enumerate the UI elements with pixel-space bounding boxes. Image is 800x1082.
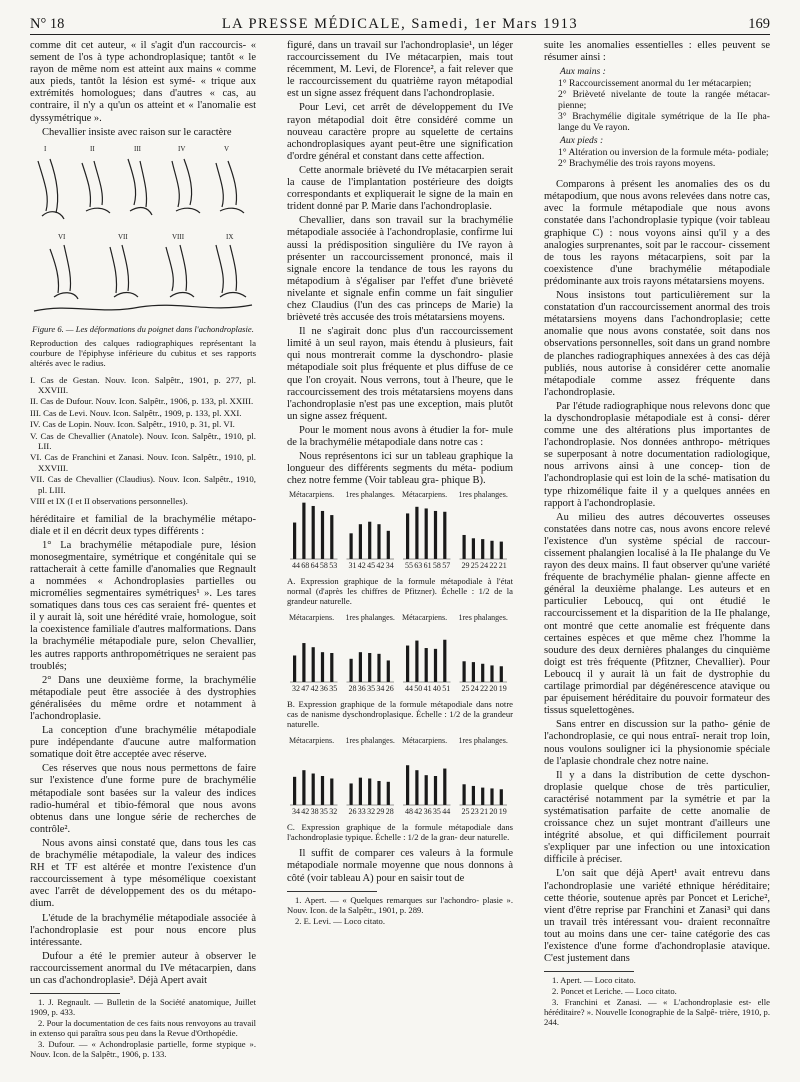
chart-value-label: 26 (348, 807, 357, 817)
chart-bar (330, 515, 333, 559)
chart-value-label: 32 (367, 807, 376, 817)
col1-paragraph: La conception d'une brachymélie métapodiale pure indépendante d'aucune autre malformation somatique doit être acceptée avec réserve. (30, 725, 256, 761)
chart-value-label: 42 (301, 807, 310, 817)
chart-value-label: 45 (367, 561, 376, 571)
ref-item: II. Cas de Dufour. Nouv. Icon. Salpêtr., 1906, p. 133, pl. XXIII. (30, 396, 254, 407)
chart-group-label: 1res phalanges. (345, 490, 395, 500)
chart-value-label: 44 (292, 561, 300, 571)
chart-bar (434, 649, 437, 682)
chart-value-label: 34 (376, 684, 385, 694)
footnote-rule (287, 891, 377, 892)
chart-bar (481, 539, 484, 559)
svg-text:VII: VII (118, 232, 128, 241)
chart-bar (377, 525, 380, 560)
chart-group-label: Métacarpiens. (402, 736, 448, 746)
col3-paragraph: Sans entrer en discussion sur la patho- génie de l'achondroplasie, ce qui nous entraî- nerait trop loin, nous voulons souligner ici la physionomie spéciale de l'aplasie chondrale chez notre naine. (544, 719, 770, 767)
chart-value-label: 42 (357, 561, 366, 571)
chart-bar (330, 779, 333, 806)
chart-bar (500, 667, 503, 683)
chart-bar (472, 539, 475, 560)
chart-value-label: 35 (367, 684, 376, 694)
chart-bar (443, 769, 446, 805)
col3-paragraph: Nous insistons tout particulièrement sur la constatation d'un raccourcissement anormal des trois métatarsiens moyens dans l'achondroplasie; cette anomalie que nous avons constatée, soit dans nos observations personnelles, soit dans un grand nombre de planches radiographiques annexées à des cas déjà publiés, nous autorise à considérer cette anomalie métapodiale comme assez fréquente dans l'achondroplasie. (544, 290, 770, 398)
chart-value-label: 25 (470, 561, 479, 571)
chart-group-label: Métacarpiens. (402, 613, 448, 623)
chart-value-label: 42 (310, 684, 319, 694)
chart-value-label: 22 (489, 561, 498, 571)
ref-item: VIII et IX (I et II observations personnelles). (30, 496, 188, 507)
ref-item: IV. Cas de Lopin. Nouv. Icon. Salpêtr., 1910, p. 31, pl. VI. (30, 419, 235, 430)
chart-bar (387, 661, 390, 683)
footnote: 2. Poncet et Leriche. — Loco citato. (552, 986, 677, 997)
chart-bar (472, 662, 475, 682)
chart-value-label: 26 (385, 684, 394, 694)
chart-value-label: 22 (480, 684, 489, 694)
chart-value-label: 24 (470, 684, 479, 694)
chart-bar (359, 525, 362, 560)
chart-bar (490, 541, 493, 559)
footnote: 2. E. Levi. — Loco citato. (295, 915, 385, 926)
chart-value-label: 29 (461, 561, 470, 571)
chart-bar (293, 523, 296, 559)
col1-intro-2: Chevallier insiste avec raison sur le caractère (42, 126, 232, 138)
chart-value-label: 50 (414, 684, 423, 694)
chart-value-label: 25 (461, 684, 470, 694)
chart-c (287, 735, 513, 821)
chart-bar (377, 654, 380, 682)
chart-value-label: 32 (292, 684, 300, 694)
chart-bar (368, 779, 371, 806)
chart-bar (377, 781, 380, 805)
chart-a (287, 489, 513, 575)
chart-bar (481, 788, 484, 805)
footnote: 1. J. Regnault. — Bulletin de la Société anatomique, Juillet 1909, p. 433. (30, 997, 256, 1018)
chart-value-label: 21 (480, 807, 489, 817)
chart-bar (312, 506, 315, 559)
chart-value-label: 35 (319, 807, 328, 817)
svg-text:V: V (224, 144, 230, 153)
footnote: 2. Pour la documentation de ces faits nous renvoyons au travail in extenso qui paraîtra sous peu dans la Revue d'Orthopédie. (30, 1018, 256, 1039)
chart-value-label: 19 (498, 807, 507, 817)
chart-bar (490, 789, 493, 806)
col2-paragraph: Il suffit de comparer ces valeurs à la formule métapodiale normale moyenne que nous donnons à côté (voir tableau A) pour en saisir tout de (287, 848, 513, 884)
chart-value-label: 19 (498, 684, 507, 694)
chart-value-label: 35 (329, 684, 338, 694)
col3-footnotes (544, 975, 770, 1027)
svg-text:IX: IX (226, 232, 234, 241)
chart-bar (406, 514, 409, 560)
chart-value-label: 58 (319, 561, 328, 571)
chart-value-label: 24 (480, 561, 489, 571)
chart-value-label: 28 (385, 807, 394, 817)
footnote: 3. Dufour. — « Achondroplasie partielle, forme stypique ». Nouv. Icon. de la Salpêtr., 1906, p. 133. (30, 1039, 256, 1060)
chart-bar (490, 666, 493, 683)
col2-paragraph: Nous représentons ici sur un tableau graphique la longueur des différents segments du méta- podium chez notre femme (Voir tableau gra- phique B). (287, 451, 513, 487)
chart-bar (415, 641, 418, 682)
chart-value-label: 38 (310, 807, 319, 817)
svg-text:IV: IV (178, 144, 186, 153)
chart-group-label: 1res phalanges. (458, 736, 508, 746)
footnote-rule (30, 993, 120, 994)
chart-value-label: 41 (423, 684, 432, 694)
chart-bar (321, 653, 324, 683)
chart-bar (302, 771, 305, 806)
chart-value-label: 32 (329, 807, 338, 817)
list-item: 1° Raccourcissement anormal du 1er métacarpien; (558, 78, 752, 90)
chart-value-label: 28 (348, 684, 357, 694)
svg-text:II: II (90, 144, 95, 153)
list-hands-title: Aux mains : (560, 66, 606, 78)
chart-bar (443, 512, 446, 559)
chart-value-label: 64 (310, 561, 319, 571)
ref-item: VI. Cas de Franchini et Zanasi. Nouv. Icon. Salpêtr., 1910, pl. XXVIII. (30, 452, 256, 473)
chart-bar (321, 511, 324, 559)
svg-text:III: III (134, 144, 141, 153)
chart-value-label: 36 (357, 684, 366, 694)
col3-intro: suite les anomalies essentielles : elles peuvent se résumer ainsi : (544, 40, 770, 64)
col2-paragraph: Cette anormale brièveté du IVe métacarpien serait la cause de l'implantation postérieure des doigts correspondants et expliquerait le signe de la main en trident donné par P. Marie dans l'achondroplasie. (287, 164, 513, 213)
chart-bar (443, 640, 446, 682)
chart-bar (359, 778, 362, 805)
chart-value-label: 68 (301, 561, 310, 571)
chart-bar (425, 509, 428, 560)
col1-paragraph: Dufour a été le premier auteur à observer le raccourcissement anormal du IVe métacarpien, dans un cas d'achondroplasie³. Déjà Apert avait (30, 950, 256, 986)
chart-value-label: 51 (442, 684, 451, 694)
chart-value-label: 48 (405, 807, 413, 817)
chart-value-label: 29 (376, 807, 385, 817)
chart-value-label: 33 (357, 807, 366, 817)
chart-value-label: 20 (489, 807, 498, 817)
chart-bar (312, 774, 315, 805)
footnote: 3. Franchini et Zanasi. — « L'achondroplasie est- elle héréditaire? ». Nouvelle Iconographie de la Salpê- trière, 1910, p. 244. (544, 997, 770, 1028)
chart-bar (387, 782, 390, 805)
chart-bar (350, 659, 353, 682)
chart-value-label: 42 (414, 807, 423, 817)
chart-value-label: 55 (405, 561, 413, 571)
chart-bar (434, 776, 437, 805)
col3-paragraph: Par l'étude radiographique nous relevons donc que la dyschondroplasie métapodiale est à consi- dérer comme une des altérations plus importantes de l'achondroplasie. Nos données anthropo- métriques se superposant à notre documentation radiologique, nous arrivons ainsi à une concep- tion de l'achondroplasie qui est loin de la sché- matisation du type rhizomélique faite il y a quelques années en rapport à l'achondroplasie. (544, 400, 770, 509)
chart-bar (500, 790, 503, 806)
column-1 (30, 40, 256, 1060)
col1-paragraph: Nous avons ainsi constaté que, dans tous les cas de brachymélie métapodiale, la valeur des indices RH et TF est altérée et montre l'existence d'un raccourcissement à type mésomélique coexistant avec l'arrêt de développement des os du métapo- dium. (30, 837, 256, 910)
chart-group-label: Métacarpiens. (402, 490, 448, 500)
chart-bar (500, 542, 503, 559)
svg-text:VI: VI (58, 232, 66, 241)
svg-text:I: I (44, 144, 47, 153)
chart-bar (481, 664, 484, 682)
col3-paragraph: L'on sait que déjà Apert¹ avait entrevu dans l'achondroplasie une variété ethnique héréditaire; cette théorie, soutenue après par Poncet et Leriche², vient d'être reprise par Franchini et Zanasi³ qui dans un travail très intéressant vou- draient reconnaître tout au moins dans une cer- taine catégorie des cas l'existence d'une forme d'achondroplasie atavique. C'est justement dans (544, 868, 770, 965)
figure-caption: Figure 6. — Les déformations du poignet dans l'achondroplasie. (32, 323, 254, 334)
figure-references (30, 375, 256, 507)
anomaly-list (558, 66, 770, 169)
chart-bar (350, 534, 353, 560)
chart-bar (387, 531, 390, 559)
col1-footnotes (30, 997, 256, 1059)
col2-paragraph: Pour le moment nous avons à étudier la for- mule de la brachymélie métapodiale dans notre cas : (287, 424, 513, 448)
chart-value-label: 23 (470, 807, 479, 817)
col1-paragraph: L'étude de la brachymélie métapodiale associée à l'achondroplasie est pour nous encore plus intéressante. (30, 912, 256, 948)
col2-paragraph: Pour Levi, cet arrêt de développement du IVe rayon métapodial doit être considéré comme un nouveau caractère propre au squelette de certains achondroplasiques ayant peut-être une signification d'ordre général et constant dans cette affection. (287, 102, 513, 162)
chart-bar (350, 784, 353, 806)
col3-paragraph: Comparons à présent les anomalies des os du métapodium, que nous avons relevées dans notre cas, avec la formule métapodiale que nous avons constatée dans l'achondroplasie typique (voir tableau graphique C) : nous voyons ainsi qu'il y a des analogies surprenantes, soit par le raccour- cissement de tous les rayons métacarpiens, soit par la coexistence d'une brachymélie métapodiale prédominante aux trois rayons métatarsiens moyens. (544, 179, 770, 287)
chart-value-label: 21 (498, 561, 507, 571)
col2-paragraph: Chevallier, dans son travail sur la brachymélie métapodiale associée à l'achondroplasie, confirme lui aussi la prédisposition singulière du IVe rayon à présenter un raccourcissement prononcé, mais il signale encore la tendance de tous les rayons du métapodium à s'égaliser par l'effet d'une brièveté nivelante et signale enfin comme un fait singulier chez Claudius (l'un des cas princeps de Marie) la brièveté très accusée des trois métatarsiens moyens. (287, 215, 513, 324)
footnote: 1. Apert. — « Quelques remarques sur l'achondro- plasie ». Nouv. Icon. de la Salpêtr., 1901, p. 289. (287, 894, 513, 915)
col3-paragraph: Au milieu des autres découvertes osseuses constatées dans notre cas, nous avons encore relevé l'existence d'un système spécial de raccour- cissement phalangien localisé à la IIe phalange du Ve rayon des deux mains. Il faut observer qu'une variété fréquente de brachymélie phalan- gienne affecte en général la deuxième phalange. Les auteurs et en particulier Leboucq, qui ont étudié le raccourcissement et la disparition de la IIe phalange, ont montré que cette anomalie est fréquente dans certaines espèces et que même chez l'homme la soudure des deux dernières phalanges du cinquième doigt est très fréquente (Pfitzner, Chevallier). Pour Leboucq il y aurait là un fait de dystrophie du cartilage primordial par dégénérescence atavique ou par épuisement héréditaire du pouvoir formateur des tissus squelettogènes. (544, 511, 770, 717)
list-item: 2° Brièveté nivelante de toute la rangée métacar- pienne; (558, 89, 770, 112)
chart-bar (293, 656, 296, 683)
chart-value-label: 58 (432, 561, 441, 571)
chart-group-label: 1res phalanges. (458, 490, 508, 500)
column-3 (544, 40, 770, 1028)
chart-value-label: 25 (461, 807, 470, 817)
col1-intro-1: comme dit cet auteur, « il s'agit d'un raccourcis- « sement de l'os à type achondroplasique; tantôt « le rayon de même nom est atteint aux mains « comme aux pieds, tantôt la lésion est symé- « trique aux extrémités homologues; dans d'autres « cas, au contraire, il n'y a qu'un os atteint et « l'anomalie est dyssymétrique ». (30, 40, 256, 124)
chart-group-label: Métacarpiens. (289, 736, 335, 746)
footnote: 1. Apert. — Loco citato. (552, 975, 636, 986)
list-item: 1° Altération ou inversion de la formule méta- podiale; (558, 147, 769, 159)
chart-value-label: 36 (319, 684, 328, 694)
chart-bar (302, 643, 305, 682)
col1-paragraph: héréditaire et familial de la brachymélie métapo- diale et il en décrit deux types différents : (30, 513, 256, 537)
chart-value-label: 40 (432, 684, 441, 694)
col1-paragraph: Ces réserves que nous nous permettons de faire sur l'existence d'une forme pure de brachymélie métapodiale sont basées sur la valeur des indices radio-huméral et tibio-fémoral que nous avons obtenus dans une longue série de recherches de contrôle². (30, 763, 256, 835)
list-item: 3° Brachymélie digitale symétrique de la IIe pha- lange du Ve rayon. (558, 111, 770, 134)
journal-title: LA PRESSE MÉDICALE, Samedi, 1er Mars 1913 (221, 16, 579, 32)
col1-paragraph: 2° Dans une deuxième forme, la brachymélie métapodiale peut être associée à des dystrophies généralisées du même ordre et notamment à l'achondroplasie. (30, 674, 256, 723)
chart-value-label: 44 (442, 807, 451, 817)
chart-bar (321, 776, 324, 805)
chart-value-label: 31 (348, 561, 357, 571)
chart-value-label: 42 (376, 561, 385, 571)
chart-bar (463, 785, 466, 806)
ref-item: I. Cas de Gestan. Nouv. Icon. Salpêtr., 1901, p. 277, pl. XXVIII. (30, 374, 256, 396)
chart-a-caption: A. Expression graphique de la formule métapodiale à l'état normal (d'après les chiffres de Pfitzner). Échelle : 1/2 de la grandeur naturelle. (287, 576, 513, 607)
header-rule (30, 34, 770, 35)
figure-note: Reproduction des calques radiographiques représentant la courbure de l'épiphyse inférieure du cubitus et ses rapports altérés avec le radius. (30, 337, 256, 369)
ref-item: III. Cas de Levi. Nouv. Icon. Salpêtr., 1909, p. 133, pl. XXI. (30, 407, 242, 418)
chart-group-label: 1res phalanges. (345, 736, 395, 746)
ref-item: VII. Cas de Chevallier (Claudius). Nouv. Icon. Salpêtr., 1910, pl. LIII. (30, 474, 256, 495)
col2-paragraph: figuré, dans un travail sur l'achondroplasie¹, un léger raccourcissement du IVe métacarpien, mais tout récemment, M. Levi, de Florence², a fait relever que le raccourcissement du quatrième rayon métapodial est un signe assez fréquent dans l'achondroplasie. (287, 40, 513, 100)
page-number: 169 (748, 16, 770, 32)
chart-bar (293, 777, 296, 805)
col3-paragraph: Il y a dans la distribution de cette dyschon- droplasie quelque chose de très particulier, caractérisé notamment par la symétrie et par la systématisation parfaite de cette anomalie de croissance chez un sujet montrant d'ailleurs une intégrité absolue, et qui difficilement pourrait s'expliquer par une infection ou une intoxication difficile à préciser. (544, 769, 770, 866)
chart-value-label: 34 (385, 561, 394, 571)
chart-bar (425, 776, 428, 806)
chart-bar (406, 766, 409, 806)
chart-bar (330, 653, 333, 682)
chart-bar (406, 646, 409, 682)
footnote-rule (544, 971, 634, 972)
chart-value-label: 47 (301, 684, 310, 694)
chart-value-label: 44 (405, 684, 413, 694)
issue-number: N° 18 (30, 16, 65, 32)
col2-paragraph: Il ne s'agirait donc plus d'un raccourcissement limité à un seul rayon, mais étendu à plusieurs, fait qui nous montrerait comme la dyschondro- plasie métapodiale soit plus fréquente et plus diffuse de ce que l'on croyait. Nous verrons, tout à l'heure, que le raccourcissement des trois métatarsiens moyens dans l'achondroplasie n'est pas une exception, mais plutôt un signe assez fréquent. (287, 326, 513, 422)
chart-value-label: 61 (423, 561, 432, 571)
col1-paragraph: 1° La brachymélie métapodiale pure, lésion monosegmentaire, symétrique et congénitale qui se rattacherait à cette famille d'anomalies que Regnault a nommées « Achondroplasies partielles ou micromélies segmentaires symétriques¹ ». Les tares somatiques dans tous ces cas seraient fré- quentes et il y aurait là, soit une hérédité vraie, homologue, soit la coexistence familiale d'autres malformations. Dans la brachymélie métapodiale pure, selon Chevallier, les autres rapports anthropométriques ne seraient pas troublés; (30, 539, 256, 672)
chart-value-label: 20 (489, 684, 498, 694)
chart-value-label: 53 (329, 561, 338, 571)
chart-c-caption: C. Expression graphique de la formule métapodiale dans l'achondroplasie typique. Échelle : 1/2 de la gran- deur naturelle. (287, 822, 513, 843)
chart-value-label: 35 (432, 807, 441, 817)
chart-group-label: Métacarpiens. (289, 490, 335, 500)
chart-bar (312, 648, 315, 683)
list-item: 2° Brachymélie des trois rayons moyens. (558, 158, 716, 170)
svg-text:VIII: VIII (172, 232, 185, 241)
chart-bar (425, 648, 428, 682)
page-header (30, 14, 770, 36)
list-feet-title: Aux pieds : (560, 135, 604, 147)
chart-bar (434, 511, 437, 559)
chart-bar (463, 662, 466, 683)
chart-bar (463, 535, 466, 559)
chart-value-label: 36 (423, 807, 432, 817)
chart-value-label: 34 (292, 807, 300, 817)
ref-item: V. Cas de Chevallier (Anatole). Nouv. Icon. Salpêtr., 1910, pl. LII. (30, 430, 256, 452)
chart-bar (368, 653, 371, 682)
chart-bar (359, 653, 362, 683)
chart-value-label: 63 (414, 561, 423, 571)
chart-bar (302, 503, 305, 559)
chart-group-label: 1res phalanges. (458, 613, 508, 623)
chart-value-label: 57 (442, 561, 451, 571)
wrist-deformation-figure (30, 141, 256, 321)
chart-bar (472, 786, 475, 805)
chart-b-caption: B. Expression graphique de la formule métapodiale dans notre cas de nanisme dyschondroplasique. Échelle : 1/2 de la grandeur naturelle. (287, 699, 513, 730)
chart-bar (415, 771, 418, 806)
column-2 (287, 40, 513, 927)
chart-bar (368, 522, 371, 559)
col2-footnotes (287, 895, 513, 926)
chart-bar (415, 507, 418, 559)
chart-group-label: 1res phalanges. (345, 613, 395, 623)
chart-b (287, 612, 513, 698)
chart-group-label: Métacarpiens. (289, 613, 335, 623)
